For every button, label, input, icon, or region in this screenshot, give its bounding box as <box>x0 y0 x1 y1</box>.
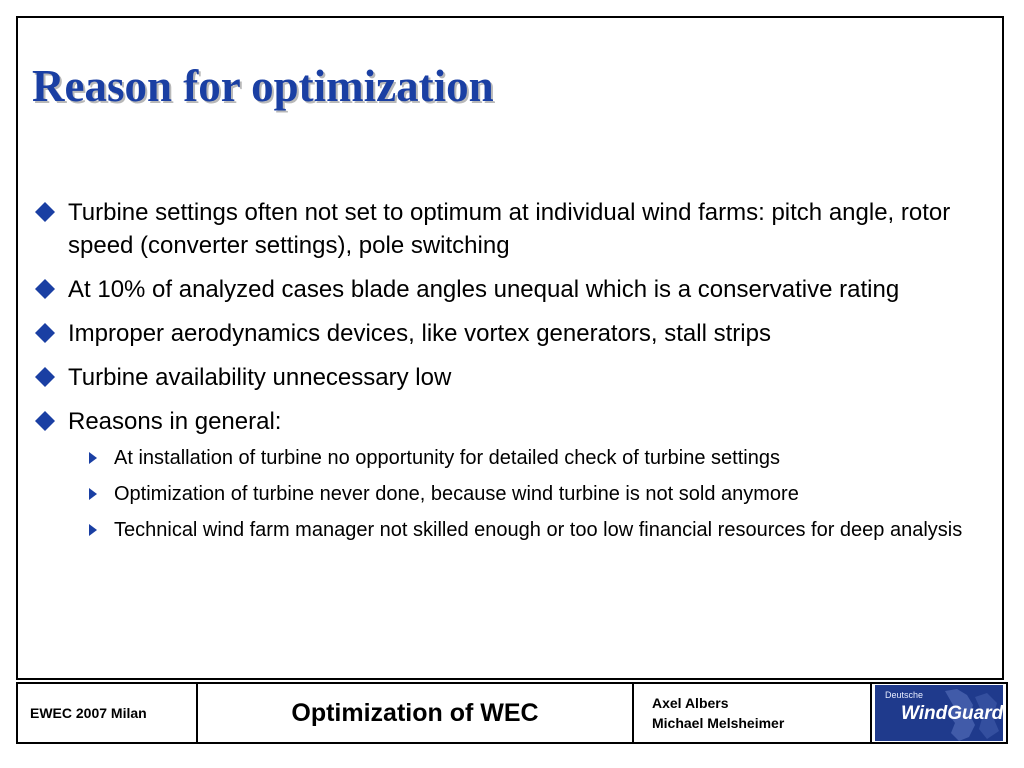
diamond-icon <box>34 366 56 388</box>
author-name: Axel Albers <box>652 695 729 711</box>
bullet-list <box>30 196 990 551</box>
diamond-icon <box>34 278 56 300</box>
bullet-item <box>30 317 990 350</box>
bullet-item <box>30 405 990 438</box>
slide-title: Reason for optimization <box>32 61 494 111</box>
sub-bullet-item <box>30 443 990 473</box>
bullet-text: Turbine availability unnecessary low <box>68 364 452 391</box>
triangle-right-icon <box>88 486 98 502</box>
bullet-item <box>30 361 990 394</box>
bullet-text: At 10% of analyzed cases blade angles unequal which is a conservative rating <box>68 276 900 303</box>
diamond-icon <box>34 322 56 344</box>
triangle-right-icon <box>88 450 98 466</box>
footer-bar <box>16 682 1008 744</box>
bullet-item <box>30 196 990 262</box>
windguard-logo <box>875 685 1003 741</box>
footer-topic: Optimization of WEC <box>198 684 634 742</box>
bullet-text: Improper aerodynamics devices, like vortex generators, stall strips <box>68 320 771 347</box>
bullet-text: Turbine settings often not set to optimum at individual wind farms: pitch angle, rotor speed (converter settings), pole switching <box>68 199 951 259</box>
sub-bullet-item <box>30 479 990 509</box>
sub-bullet-text: Technical wind farm manager not skilled enough or too low financial resources for deep analysis <box>114 519 963 541</box>
sub-bullet-text: At installation of turbine no opportunity for detailed check of turbine settings <box>114 447 780 469</box>
diamond-icon <box>34 410 56 432</box>
logo-text-main: WindGuard <box>901 703 1003 724</box>
logo-text-small: Deutsche <box>885 690 924 700</box>
bullet-item <box>30 273 990 306</box>
author-name: Michael Melsheimer <box>652 715 785 731</box>
footer-authors <box>634 684 872 742</box>
footer-logo-cell <box>872 684 1006 742</box>
footer-event: EWEC 2007 Milan <box>18 684 198 742</box>
sub-bullet-item <box>30 515 990 545</box>
diamond-icon <box>34 201 56 223</box>
bullet-text: Reasons in general: <box>68 408 282 435</box>
sub-bullet-text: Optimization of turbine never done, because wind turbine is not sold anymore <box>114 483 799 505</box>
triangle-right-icon <box>88 522 98 538</box>
